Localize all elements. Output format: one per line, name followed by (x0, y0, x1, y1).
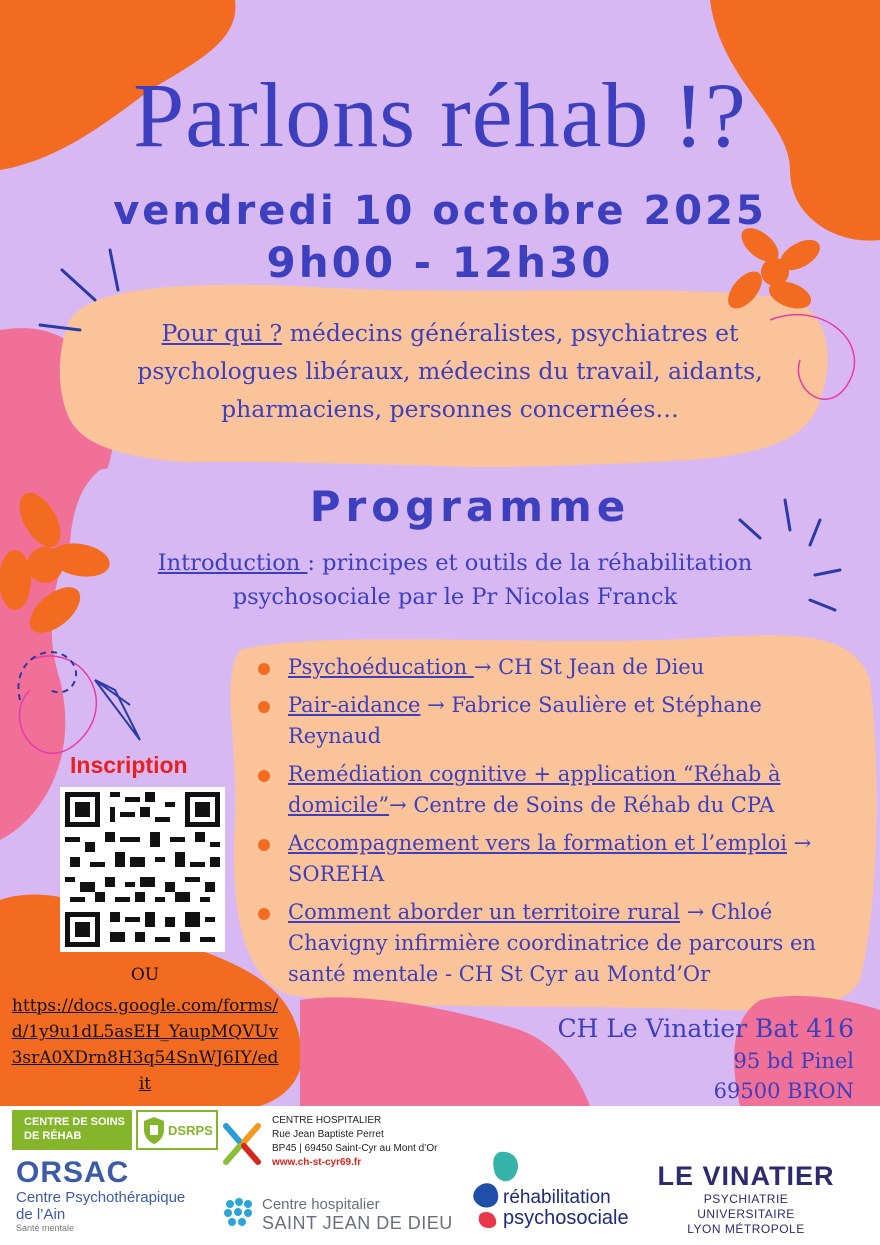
audience-text (95, 314, 805, 428)
audience-description: médecins généralistes, psychiatres et psychologues libéraux, médecins du travail, aidants, pharmaciens, personnes concernées… (137, 319, 763, 423)
sjd-line-2: SAINT JEAN DE DIEU (262, 1213, 453, 1233)
programme-title: Programme (309, 482, 631, 531)
address-line-2: 95 bd Pinel (733, 1049, 854, 1073)
item-text: → SOREHA (288, 831, 812, 886)
ch-st-cyr-logo (272, 1114, 437, 1170)
event-title: Parlons réhab !? (133, 64, 747, 166)
dsrps-shield-icon (142, 1116, 166, 1146)
dsrps-text: DSRPS (168, 1123, 213, 1138)
bullet-dot-icon (258, 770, 270, 782)
venue-address (557, 1012, 854, 1106)
item-text: → Chloé Chavigny infirmière coordinatrice de parcours en santé mentale - CH St Cyr au Montd’Or (288, 900, 816, 986)
address-line-3: 69500 BRON (713, 1079, 854, 1103)
bullet-dot-icon (258, 663, 270, 675)
list-item (255, 759, 845, 821)
registration-link[interactable]: https://docs.google.com/forms/d/1y9u1dL5asEH_YaupMQVUv3srA0XDrn8H3q54SnWJ6IY/edit (11, 996, 279, 1094)
item-label: Psychoéducation (288, 655, 474, 679)
ch-address-2: BP45 | 69450 Saint-Cyr au Mont d’Or (272, 1143, 438, 1154)
list-item (255, 828, 845, 890)
event-time: 9h00 - 12h30 (266, 238, 614, 287)
vinatier-line-1: PSYCHIATRIE UNIVERSITAIRE (697, 1192, 795, 1221)
sjd-line-1: Centre hospitalier (262, 1196, 380, 1213)
ch-website: www.ch-st-cyr69.fr (272, 1157, 362, 1168)
item-label: Pair-aidance (288, 693, 421, 717)
ch-address-1: Rue Jean Baptiste Perret (272, 1129, 384, 1140)
vinatier-name: LE VINATIER (657, 1161, 835, 1191)
programme-intro (90, 546, 820, 614)
vinatier-line-2: LYON MÉTROPOLE (687, 1222, 805, 1236)
rehab-line-2: psychosociale (503, 1207, 629, 1229)
or-text: OU (130, 965, 160, 985)
csr-line-1: CENTRE DE SOINS (24, 1116, 125, 1128)
address-line-1: CH Le Vinatier Bat 416 (557, 1014, 854, 1043)
orsac-line-1: Centre Psychothérapique (16, 1189, 186, 1206)
sjd-bubbles-icon (220, 1192, 258, 1232)
orsac-line-3: Santé mentale (16, 1223, 75, 1233)
audience-label: Pour qui ? (161, 319, 283, 347)
intro-label: Introduction (157, 550, 308, 576)
programme-list (255, 652, 845, 997)
ch-title: CENTRE HOSPITALIER (272, 1115, 382, 1126)
csr-line-2: DE RÉHAB (24, 1130, 82, 1142)
item-label: Comment aborder un territoire rural (288, 900, 680, 924)
item-text: → Fabrice Saulière et Stéphane Reynaud (288, 693, 762, 748)
event-date: vendredi 10 octobre 2025 (113, 188, 767, 234)
ch-st-cyr-cross-icon (222, 1122, 262, 1166)
list-item (255, 690, 845, 752)
orsac-name: ORSAC (16, 1156, 130, 1189)
intro-text: : principes et outils de la réhabilitation psychosociale par le Pr Nicolas Franck (232, 550, 753, 610)
item-label: Remédiation cognitive + application “Réhab à domicile” (288, 762, 781, 817)
bullet-dot-icon (258, 908, 270, 920)
vinatier-logo (656, 1160, 836, 1237)
qr-code-icon[interactable] (60, 787, 225, 952)
inscription-label: Inscription (70, 752, 188, 778)
bullet-dot-icon (258, 701, 270, 713)
list-item (255, 897, 845, 990)
sjd-logo (262, 1195, 453, 1233)
item-text: → Centre de Soins de Réhab du CPA (389, 793, 775, 817)
bullet-dot-icon (258, 839, 270, 851)
orsac-logo (16, 1157, 185, 1233)
rehab-line-1: réhabilitation (503, 1187, 611, 1208)
item-text: → CH St Jean de Dieu (473, 655, 705, 679)
orsac-line-2: de l’Ain (16, 1206, 66, 1223)
rehab-psychosociale-logo (503, 1188, 629, 1228)
item-label: Accompagnement vers la formation et l’emploi (288, 831, 787, 855)
list-item (255, 652, 845, 683)
csr-logo (12, 1110, 132, 1150)
